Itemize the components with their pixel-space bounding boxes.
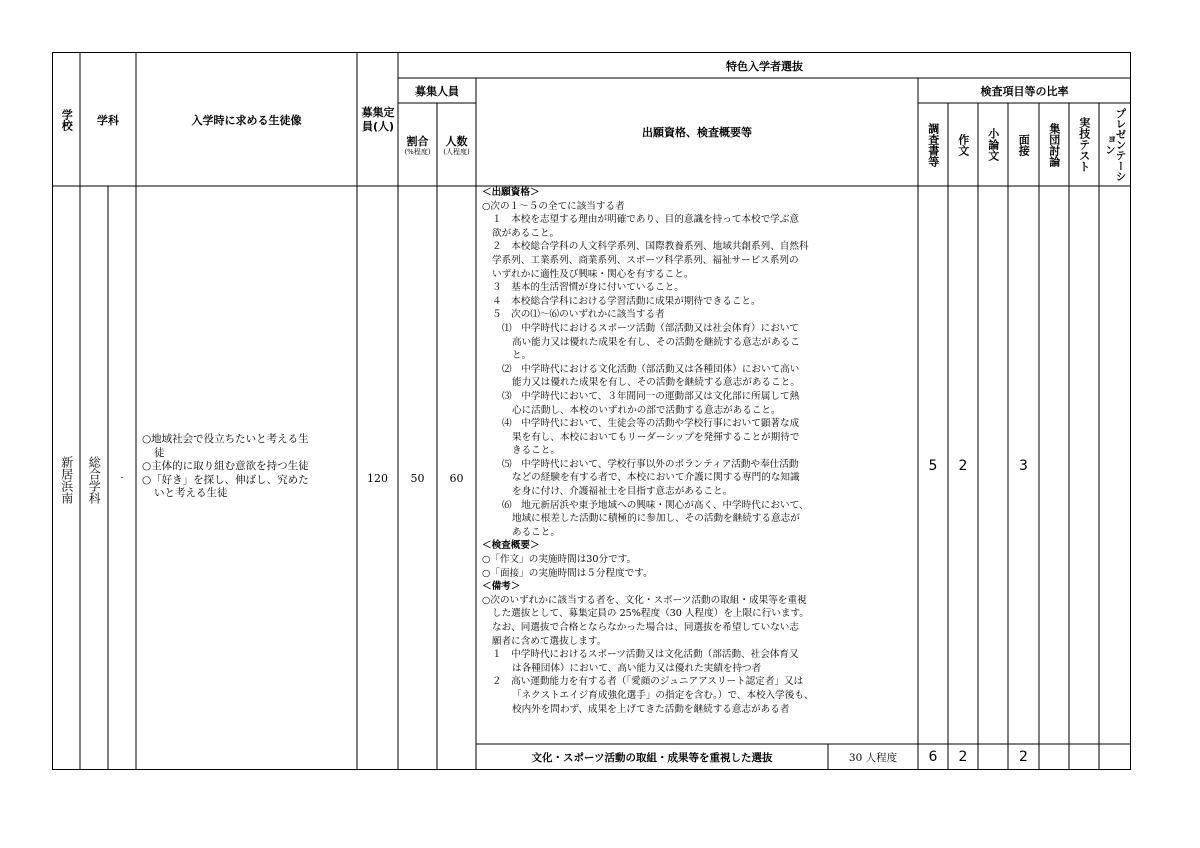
- ratio-value: 50: [410, 471, 425, 485]
- sub-selection-count: 30 人程度: [848, 751, 898, 764]
- text-line: ○次のいずれかに該当する者を、文化・スポーツ活動の取組・成果等を重視: [482, 594, 807, 606]
- header-ratio-unit: (%程度): [404, 147, 431, 156]
- text-line: ⑴ 中学時代におけるスポーツ活動（部活動又は社会体育）において: [502, 322, 800, 334]
- ratio-group-discussion: [1039, 454, 1069, 478]
- ratio-presentation: [1099, 454, 1131, 478]
- student-image-text: [142, 433, 354, 501]
- header-ratio: [398, 103, 437, 186]
- section-heading: ＜備考＞: [482, 581, 521, 593]
- header-qualification: 出願資格、検査概要等: [642, 126, 752, 139]
- section-heading: ＜検査概要＞: [482, 540, 540, 552]
- text-line: ２ 高い運動能力を有する者（「愛顔のジュニアアスリート認定者」又は: [492, 676, 804, 688]
- sub-ratio-short-essay: [978, 744, 1008, 770]
- text-line: ３ 基本的生活習慣が身に付いていること。: [492, 282, 684, 294]
- header-item-report: 調査書等: [926, 122, 940, 167]
- header-count: [437, 103, 476, 186]
- text-line: 校内外を問わず、成果を上げてきた活動を継続する意志がある者: [512, 703, 790, 715]
- header-count-unit: (人程度): [443, 147, 470, 156]
- text-line: 能力又は優れた成果を有し、その活動を継続する意志があること。: [512, 377, 800, 389]
- text-line: 地域に根差した活動に積極的に参加し、その活動を継続する意志が: [512, 513, 800, 525]
- header-count-label: 人数: [445, 134, 468, 148]
- ratio-interview: 3: [1019, 458, 1028, 474]
- header-item-interview: 面接: [1017, 133, 1031, 156]
- text-line: ○「面接」の実施時間は５分程度です。: [482, 567, 653, 579]
- ratio-essay: 2: [958, 458, 968, 474]
- ratio-report: 5: [928, 458, 938, 474]
- header-item-essay: 作文: [956, 133, 970, 156]
- text-line: きること。: [512, 445, 560, 457]
- course-name: -: [120, 473, 124, 483]
- sub-ratio-report: 6: [928, 749, 938, 765]
- header-item-practical-test: 実技テスト: [1077, 117, 1091, 172]
- sub-ratio-practical-test: [1069, 744, 1099, 770]
- text-line: ５ 次の⑴～⑹のいずれかに該当する者: [492, 309, 665, 321]
- sub-ratio-presentation: [1099, 744, 1131, 770]
- text-line: なお、同選抜で合格とならなかった場合は、同選抜を希望していない志: [492, 622, 799, 633]
- header-special-selection: 特色入学者選抜: [726, 59, 803, 73]
- qualification-text: [482, 186, 914, 716]
- count-value: 60: [449, 471, 464, 485]
- header-capacity: 募集定員(人): [361, 106, 395, 133]
- header-item-short-essay: 小論文: [986, 128, 1000, 161]
- text-line: いずれかに適性及び興味・関心を有すること。: [492, 268, 694, 280]
- sub-ratio-interview: 2: [1019, 749, 1028, 765]
- student-image-line: ○「好き」を探し、伸ばし、究めた: [142, 473, 309, 486]
- student-image-line: 徒: [154, 446, 165, 459]
- text-line: １ 本校を志望する理由が明確であり、目的意識を持って本校で学ぶ意: [492, 214, 799, 226]
- capacity-value: 120: [367, 471, 388, 485]
- text-line: ⑶ 中学時代において、３年間同一の運動部又は文化部に所属して熱: [502, 390, 800, 402]
- text-line: を身に付け、介護福祉士を目指す意志があること。: [512, 486, 733, 498]
- text-line: した選抜として、募集定員の 25%程度（30 人程度）を上限に行います。: [492, 608, 809, 620]
- sub-ratio-group-discussion: [1039, 744, 1069, 770]
- student-image-line: ○地域社会で役立ちたいと考える生: [142, 433, 309, 445]
- department-name: 総合学科: [87, 456, 102, 504]
- section-heading: ＜出願資格＞: [482, 187, 540, 198]
- text-line: ２ 本校総合学科の人文科学系列、国際教養系列、地域共創系列、自然科: [492, 241, 809, 253]
- student-image-line: いと考える生徒: [154, 487, 228, 499]
- text-line: ○次の１～５の全てに該当する者: [482, 200, 625, 212]
- header-item-presentation: プレゼンテーション: [1104, 107, 1127, 182]
- text-line: あること。: [512, 526, 560, 538]
- text-line: と。: [512, 350, 532, 362]
- text-line: などの経験を有する者で、本校において介護に関する専門的な知識: [512, 472, 800, 484]
- text-line: ⑹ 地元新居浜や東予地域への興味・関心が高く、中学時代において、: [502, 499, 809, 511]
- header-school: 学校: [60, 108, 74, 131]
- ratio-practical-test: [1069, 454, 1099, 478]
- sub-selection-label: 文化・スポーツ活動の取組・成果等を重視した選抜: [531, 751, 773, 764]
- text-line: ⑷ 中学時代において、生徒会等の活動や学校行事において顕著な成: [502, 418, 800, 430]
- text-line: 「ネクストエイジ育成強化選手」の指定を含む。）で、本校入学後も、: [512, 689, 814, 701]
- ratio-short-essay: [978, 454, 1008, 478]
- header-department: 学科: [97, 113, 119, 127]
- text-line: 学系列、工業系列、商業系列、スポーツ科学系列、福祉サービス系列の: [492, 254, 799, 266]
- header-ratio-label: 割合: [406, 134, 429, 148]
- text-line: ４ 本校総合学科における学習活動に成果が期待できること。: [492, 295, 761, 307]
- header-item-group-discussion: 集団討論: [1047, 122, 1061, 167]
- text-line: ⑵ 中学時代における文化活動（部活動又は各種団体）において高い: [502, 363, 800, 375]
- text-line: 願者に含めて選抜します。: [492, 635, 607, 647]
- header-items-ratio: 検査項目等の比率: [980, 84, 1069, 98]
- school-name: 新居浜南: [59, 456, 74, 504]
- text-line: は各種団体）において、高い能力又は優れた実績を持つ者: [512, 662, 762, 674]
- student-image-line: ○主体的に取り組む意欲を持つ生徒: [142, 460, 309, 472]
- text-line: 心に活動し、本校のいずれかの部で活動する意志があること。: [512, 404, 781, 416]
- text-line: 果を有し、本校においてもリーダーシップを発揮することが期待で: [512, 431, 800, 443]
- header-recruitment: 募集人員: [415, 84, 459, 98]
- header-student-image: 入学時に求める生徒像: [191, 113, 302, 127]
- sub-ratio-essay: 2: [958, 749, 968, 765]
- text-line: 欲があること。: [492, 227, 560, 239]
- text-line: １ 中学時代におけるスポーツ活動又は文化活動（部活動、社会体育又: [492, 649, 799, 661]
- text-line: ○「作文」の実施時間は30分です。: [482, 554, 637, 566]
- text-line: ⑸ 中学時代において、学校行事以外のボランティア活動や奉仕活動: [502, 458, 799, 470]
- text-line: 高い能力又は優れた成果を有し、その活動を継続する意志があるこ: [512, 336, 800, 348]
